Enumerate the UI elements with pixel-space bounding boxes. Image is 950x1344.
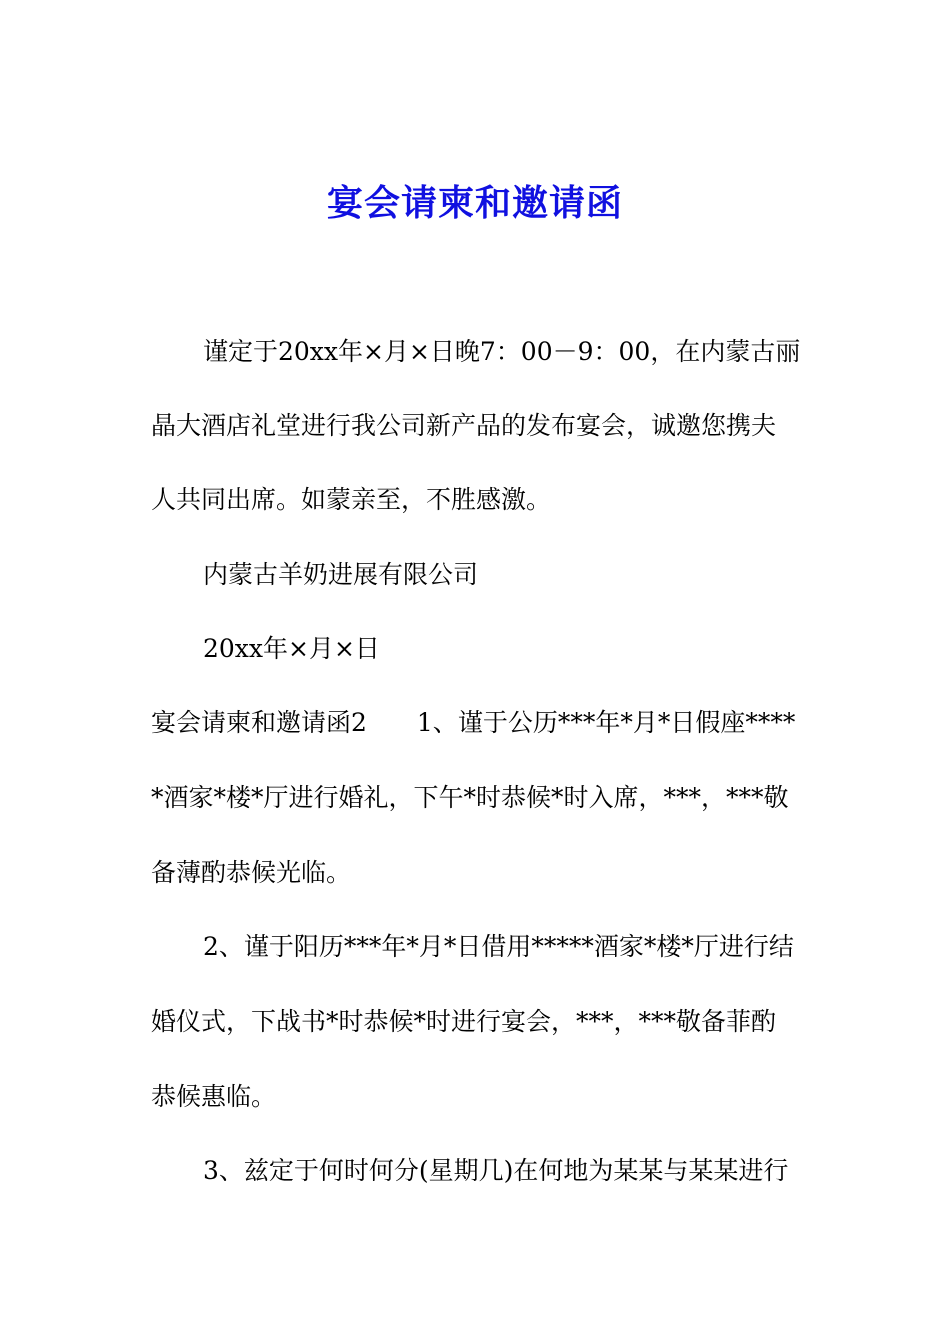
- section-line-3: 备薄酌恭候光临。: [151, 858, 352, 887]
- paragraph-line-3: 人共同出席。如蒙亲至，不胜感激。: [151, 485, 552, 514]
- paragraph-line-1: 谨定于20xx年×月×日晚7：00－9：00，在内蒙古丽: [203, 337, 801, 366]
- section-line-1: 宴会请柬和邀请函2 1、谨于公历***年*月*日假座****: [151, 708, 796, 737]
- section-line-6: 恭候惠临。: [151, 1082, 277, 1111]
- section-line-7: 3、兹定于何时何分(星期几)在何地为某某与某某进行: [203, 1156, 789, 1185]
- signature-company: 内蒙古羊奶进展有限公司: [203, 560, 479, 589]
- section-line-2: *酒家*楼*厅进行婚礼，下午*时恭候*时入席，***，***敬: [151, 783, 789, 812]
- signature-date: 20xx年×月×日: [203, 634, 380, 663]
- section-line-4: 2、谨于阳历***年*月*日借用*****酒家*楼*厅进行结: [203, 932, 794, 961]
- paragraph-line-2: 晶大酒店礼堂进行我公司新产品的发布宴会，诚邀您携夫: [151, 411, 777, 440]
- document-title: 宴会请柬和邀请函: [326, 182, 623, 224]
- section-line-5: 婚仪式，下战书*时恭候*时进行宴会，***，***敬备菲酌: [151, 1007, 777, 1036]
